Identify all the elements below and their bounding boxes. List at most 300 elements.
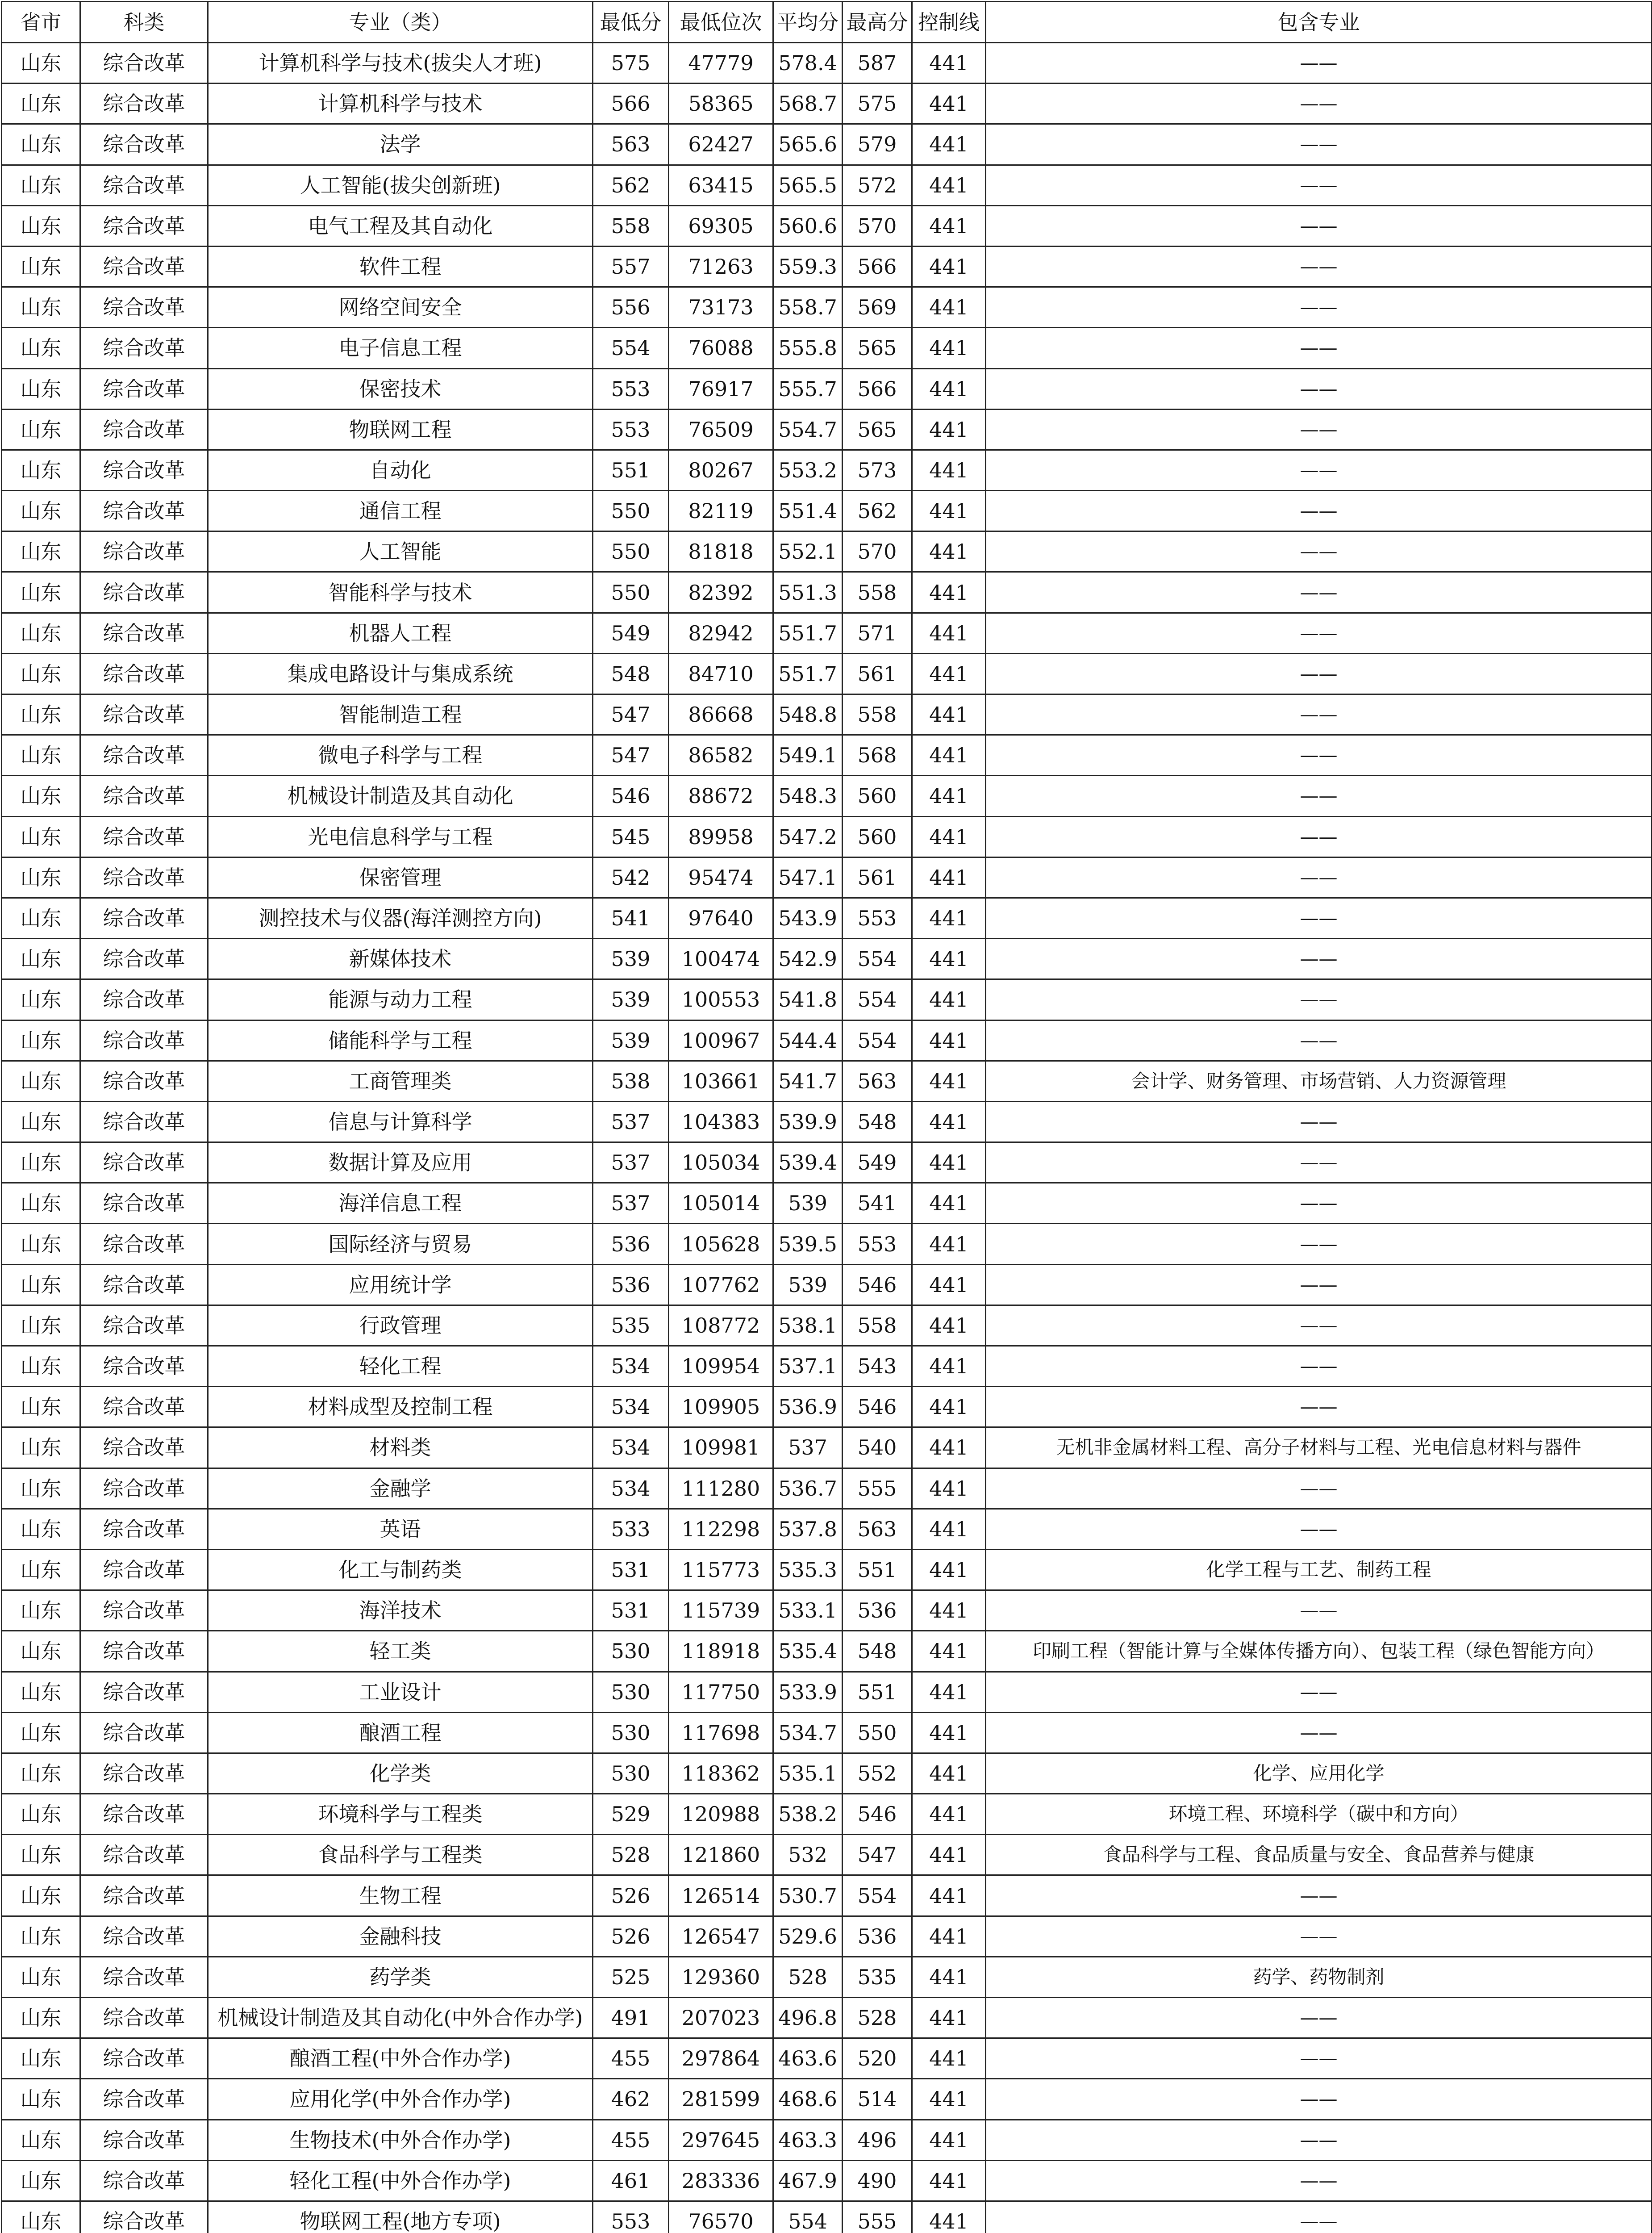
- cell-province: 山东: [2, 1427, 80, 1468]
- table-row: [2, 1509, 1652, 1549]
- cell-included-majors: 食品科学与工程、食品质量与安全、食品营养与健康: [986, 1835, 1652, 1875]
- cell-min-score: 566: [593, 84, 669, 124]
- cell-max-score: 551: [843, 1549, 912, 1590]
- cell-max-score: 536: [843, 1590, 912, 1631]
- cell-max-score: 546: [843, 1794, 912, 1835]
- table-row: [2, 898, 1652, 938]
- cell-included-majors: ——: [986, 939, 1652, 979]
- table-row: [2, 1305, 1652, 1346]
- cell-included-majors: ——: [986, 450, 1652, 490]
- cell-control-line: 441: [912, 1631, 986, 1672]
- cell-max-score: 555: [843, 2201, 912, 2233]
- cell-avg-score: 560.6: [773, 205, 843, 246]
- cell-major: 人工智能(拔尖创新班): [208, 165, 593, 205]
- cell-min-rank: 126547: [669, 1916, 773, 1957]
- cell-included-majors: ——: [986, 165, 1652, 205]
- header-province: 省市: [2, 2, 80, 43]
- table-row: [2, 1387, 1652, 1427]
- header-min-score: 最低分: [593, 2, 669, 43]
- cell-category: 综合改革: [80, 1753, 208, 1794]
- cell-province: 山东: [2, 1672, 80, 1712]
- cell-min-rank: 76088: [669, 328, 773, 368]
- cell-control-line: 441: [912, 572, 986, 613]
- cell-min-rank: 111280: [669, 1468, 773, 1509]
- cell-province: 山东: [2, 857, 80, 898]
- cell-max-score: 554: [843, 1020, 912, 1061]
- cell-control-line: 441: [912, 1835, 986, 1875]
- cell-control-line: 441: [912, 1020, 986, 1061]
- cell-max-score: 547: [843, 1835, 912, 1875]
- cell-min-score: 550: [593, 531, 669, 572]
- cell-avg-score: 539: [773, 1264, 843, 1305]
- cell-avg-score: 538.2: [773, 1794, 843, 1835]
- table-row: [2, 1101, 1652, 1142]
- cell-included-majors: ——: [986, 531, 1652, 572]
- cell-category: 综合改革: [80, 1631, 208, 1672]
- cell-province: 山东: [2, 1916, 80, 1957]
- cell-max-score: 548: [843, 1101, 912, 1142]
- cell-min-rank: 89958: [669, 816, 773, 857]
- cell-province: 山东: [2, 124, 80, 165]
- cell-min-score: 536: [593, 1224, 669, 1264]
- cell-category: 综合改革: [80, 898, 208, 938]
- cell-avg-score: 536.9: [773, 1387, 843, 1427]
- cell-max-score: 546: [843, 1387, 912, 1427]
- cell-min-rank: 84710: [669, 653, 773, 694]
- cell-included-majors: ——: [986, 1672, 1652, 1712]
- cell-included-majors: 化学、应用化学: [986, 1753, 1652, 1794]
- cell-min-score: 534: [593, 1387, 669, 1427]
- cell-min-rank: 120988: [669, 1794, 773, 1835]
- cell-major: 人工智能: [208, 531, 593, 572]
- cell-control-line: 441: [912, 2079, 986, 2120]
- cell-min-score: 530: [593, 1672, 669, 1712]
- cell-included-majors: ——: [986, 287, 1652, 328]
- cell-avg-score: 541.7: [773, 1061, 843, 1101]
- header-max-score: 最高分: [843, 2, 912, 43]
- cell-province: 山东: [2, 1712, 80, 1753]
- cell-min-rank: 81818: [669, 531, 773, 572]
- cell-major: 软件工程: [208, 246, 593, 287]
- cell-avg-score: 559.3: [773, 246, 843, 287]
- cell-included-majors: ——: [986, 1305, 1652, 1346]
- cell-min-score: 491: [593, 1998, 669, 2038]
- cell-min-score: 553: [593, 368, 669, 409]
- cell-max-score: 552: [843, 1753, 912, 1794]
- cell-max-score: 558: [843, 572, 912, 613]
- cell-control-line: 441: [912, 1183, 986, 1224]
- cell-included-majors: 印刷工程（智能计算与全媒体传播方向）、包装工程（绿色智能方向）: [986, 1631, 1652, 1672]
- cell-province: 山东: [2, 409, 80, 450]
- cell-category: 综合改革: [80, 1305, 208, 1346]
- header-category: 科类: [80, 2, 208, 43]
- cell-major: 金融学: [208, 1468, 593, 1509]
- cell-max-score: 571: [843, 613, 912, 653]
- cell-min-rank: 129360: [669, 1957, 773, 1997]
- cell-max-score: 550: [843, 1712, 912, 1753]
- cell-min-rank: 63415: [669, 165, 773, 205]
- cell-min-score: 558: [593, 205, 669, 246]
- cell-major: 材料类: [208, 1427, 593, 1468]
- cell-province: 山东: [2, 1305, 80, 1346]
- cell-min-score: 549: [593, 613, 669, 653]
- cell-category: 综合改革: [80, 531, 208, 572]
- cell-min-score: 528: [593, 1835, 669, 1875]
- cell-control-line: 441: [912, 1957, 986, 1997]
- cell-min-rank: 118918: [669, 1631, 773, 1672]
- cell-province: 山东: [2, 1264, 80, 1305]
- cell-included-majors: ——: [986, 572, 1652, 613]
- cell-min-score: 531: [593, 1590, 669, 1631]
- cell-control-line: 441: [912, 776, 986, 816]
- cell-control-line: 441: [912, 1101, 986, 1142]
- cell-max-score: 570: [843, 531, 912, 572]
- cell-province: 山东: [2, 1020, 80, 1061]
- cell-avg-score: 539.4: [773, 1142, 843, 1183]
- header-included-majors: 包含专业: [986, 2, 1652, 43]
- cell-included-majors: 环境工程、环境科学（碳中和方向）: [986, 1794, 1652, 1835]
- cell-min-score: 556: [593, 287, 669, 328]
- cell-avg-score: 468.6: [773, 2079, 843, 2120]
- cell-control-line: 441: [912, 1468, 986, 1509]
- cell-major: 国际经济与贸易: [208, 1224, 593, 1264]
- cell-avg-score: 539.9: [773, 1101, 843, 1142]
- cell-avg-score: 532: [773, 1835, 843, 1875]
- table-row: [2, 2079, 1652, 2120]
- cell-major: 自动化: [208, 450, 593, 490]
- cell-control-line: 441: [912, 2160, 986, 2201]
- cell-max-score: 566: [843, 246, 912, 287]
- cell-province: 山东: [2, 1835, 80, 1875]
- cell-major: 轻工类: [208, 1631, 593, 1672]
- cell-min-score: 557: [593, 246, 669, 287]
- cell-major: 数据计算及应用: [208, 1142, 593, 1183]
- cell-province: 山东: [2, 205, 80, 246]
- cell-province: 山东: [2, 1957, 80, 1997]
- cell-min-rank: 297864: [669, 2038, 773, 2079]
- cell-province: 山东: [2, 1549, 80, 1590]
- cell-min-rank: 121860: [669, 1835, 773, 1875]
- cell-avg-score: 555.7: [773, 368, 843, 409]
- cell-min-rank: 126514: [669, 1875, 773, 1916]
- cell-included-majors: ——: [986, 816, 1652, 857]
- table-row: [2, 43, 1652, 84]
- cell-included-majors: ——: [986, 1590, 1652, 1631]
- cell-province: 山东: [2, 246, 80, 287]
- cell-major: 化工与制药类: [208, 1549, 593, 1590]
- cell-min-rank: 283336: [669, 2160, 773, 2201]
- cell-avg-score: 554: [773, 2201, 843, 2233]
- cell-avg-score: 551.3: [773, 572, 843, 613]
- cell-max-score: 549: [843, 1142, 912, 1183]
- cell-major: 计算机科学与技术: [208, 84, 593, 124]
- cell-included-majors: ——: [986, 653, 1652, 694]
- cell-included-majors: ——: [986, 1998, 1652, 2038]
- cell-province: 山东: [2, 1061, 80, 1101]
- cell-control-line: 441: [912, 1427, 986, 1468]
- cell-category: 综合改革: [80, 1590, 208, 1631]
- cell-major: 光电信息科学与工程: [208, 816, 593, 857]
- cell-province: 山东: [2, 1794, 80, 1835]
- cell-min-score: 461: [593, 2160, 669, 2201]
- table-row: [2, 84, 1652, 124]
- cell-min-rank: 115739: [669, 1590, 773, 1631]
- cell-major: 集成电路设计与集成系统: [208, 653, 593, 694]
- cell-category: 综合改革: [80, 1061, 208, 1101]
- cell-max-score: 555: [843, 1468, 912, 1509]
- table-row: [2, 287, 1652, 328]
- cell-control-line: 441: [912, 43, 986, 84]
- cell-control-line: 441: [912, 816, 986, 857]
- table-row: [2, 735, 1652, 776]
- cell-min-score: 539: [593, 979, 669, 1020]
- cell-max-score: 563: [843, 1509, 912, 1549]
- cell-province: 山东: [2, 1509, 80, 1549]
- cell-included-majors: 化学工程与工艺、制药工程: [986, 1549, 1652, 1590]
- cell-min-rank: 76509: [669, 409, 773, 450]
- cell-min-score: 553: [593, 2201, 669, 2233]
- cell-min-rank: 100553: [669, 979, 773, 1020]
- cell-min-score: 537: [593, 1101, 669, 1142]
- cell-min-score: 545: [593, 816, 669, 857]
- cell-max-score: 554: [843, 979, 912, 1020]
- cell-max-score: 520: [843, 2038, 912, 2079]
- table-row: [2, 979, 1652, 1020]
- cell-category: 综合改革: [80, 1509, 208, 1549]
- cell-included-majors: ——: [986, 2079, 1652, 2120]
- cell-control-line: 441: [912, 84, 986, 124]
- cell-included-majors: ——: [986, 1264, 1652, 1305]
- cell-category: 综合改革: [80, 572, 208, 613]
- cell-avg-score: 533.9: [773, 1672, 843, 1712]
- table-row: [2, 939, 1652, 979]
- cell-avg-score: 536.7: [773, 1468, 843, 1509]
- cell-min-rank: 115773: [669, 1549, 773, 1590]
- cell-included-majors: 会计学、财务管理、市场营销、人力资源管理: [986, 1061, 1652, 1101]
- cell-control-line: 441: [912, 409, 986, 450]
- cell-major: 食品科学与工程类: [208, 1835, 593, 1875]
- cell-avg-score: 551.7: [773, 613, 843, 653]
- cell-major: 酿酒工程(中外合作办学): [208, 2038, 593, 2079]
- cell-category: 综合改革: [80, 328, 208, 368]
- cell-avg-score: 496.8: [773, 1998, 843, 2038]
- cell-min-rank: 97640: [669, 898, 773, 938]
- cell-min-rank: 62427: [669, 124, 773, 165]
- cell-avg-score: 547.1: [773, 857, 843, 898]
- table-row: [2, 1672, 1652, 1712]
- cell-major: 保密管理: [208, 857, 593, 898]
- cell-control-line: 441: [912, 1672, 986, 1712]
- cell-included-majors: ——: [986, 124, 1652, 165]
- cell-major: 应用化学(中外合作办学): [208, 2079, 593, 2120]
- cell-max-score: 566: [843, 368, 912, 409]
- cell-included-majors: ——: [986, 1712, 1652, 1753]
- cell-province: 山东: [2, 939, 80, 979]
- cell-control-line: 441: [912, 2038, 986, 2079]
- cell-major: 应用统计学: [208, 1264, 593, 1305]
- cell-major: 通信工程: [208, 491, 593, 531]
- cell-major: 金融科技: [208, 1916, 593, 1957]
- cell-included-majors: 无机非金属材料工程、高分子材料与工程、光电信息材料与器件: [986, 1427, 1652, 1468]
- cell-included-majors: ——: [986, 979, 1652, 1020]
- table-row: [2, 572, 1652, 613]
- cell-major: 轻化工程: [208, 1346, 593, 1387]
- cell-max-score: 514: [843, 2079, 912, 2120]
- cell-min-score: 554: [593, 328, 669, 368]
- table-row: [2, 1346, 1652, 1387]
- cell-avg-score: 565.5: [773, 165, 843, 205]
- cell-category: 综合改革: [80, 1387, 208, 1427]
- cell-included-majors: ——: [986, 1387, 1652, 1427]
- cell-control-line: 441: [912, 246, 986, 287]
- cell-max-score: 561: [843, 857, 912, 898]
- cell-province: 山东: [2, 531, 80, 572]
- cell-included-majors: ——: [986, 328, 1652, 368]
- table-row: [2, 1183, 1652, 1224]
- cell-avg-score: 548.3: [773, 776, 843, 816]
- cell-min-rank: 47779: [669, 43, 773, 84]
- cell-major: 工业设计: [208, 1672, 593, 1712]
- cell-control-line: 441: [912, 1509, 986, 1549]
- cell-category: 综合改革: [80, 491, 208, 531]
- cell-min-rank: 109981: [669, 1427, 773, 1468]
- cell-avg-score: 578.4: [773, 43, 843, 84]
- cell-min-score: 542: [593, 857, 669, 898]
- cell-category: 综合改革: [80, 2120, 208, 2160]
- cell-max-score: 490: [843, 2160, 912, 2201]
- cell-min-rank: 105034: [669, 1142, 773, 1183]
- cell-min-score: 526: [593, 1875, 669, 1916]
- cell-control-line: 441: [912, 1061, 986, 1101]
- cell-min-score: 562: [593, 165, 669, 205]
- cell-min-score: 539: [593, 1020, 669, 1061]
- cell-province: 山东: [2, 1387, 80, 1427]
- cell-min-rank: 76917: [669, 368, 773, 409]
- cell-control-line: 441: [912, 1916, 986, 1957]
- table-row: [2, 1061, 1652, 1101]
- cell-min-score: 536: [593, 1264, 669, 1305]
- table-row: [2, 2160, 1652, 2201]
- cell-control-line: 441: [912, 328, 986, 368]
- cell-major: 环境科学与工程类: [208, 1794, 593, 1835]
- table-row: [2, 1590, 1652, 1631]
- cell-min-score: 534: [593, 1468, 669, 1509]
- cell-max-score: 569: [843, 287, 912, 328]
- cell-major: 材料成型及控制工程: [208, 1387, 593, 1427]
- cell-min-rank: 58365: [669, 84, 773, 124]
- cell-category: 综合改革: [80, 1712, 208, 1753]
- cell-min-score: 525: [593, 1957, 669, 1997]
- cell-max-score: 560: [843, 816, 912, 857]
- cell-min-score: 546: [593, 776, 669, 816]
- cell-control-line: 441: [912, 450, 986, 490]
- cell-avg-score: 535.1: [773, 1753, 843, 1794]
- table-row: [2, 450, 1652, 490]
- cell-category: 综合改革: [80, 816, 208, 857]
- cell-included-majors: ——: [986, 1142, 1652, 1183]
- cell-major: 机器人工程: [208, 613, 593, 653]
- cell-included-majors: ——: [986, 2160, 1652, 2201]
- cell-avg-score: 537: [773, 1427, 843, 1468]
- cell-category: 综合改革: [80, 1224, 208, 1264]
- cell-min-score: 535: [593, 1305, 669, 1346]
- cell-major: 法学: [208, 124, 593, 165]
- table-body: [2, 43, 1652, 2233]
- cell-major: 生物工程: [208, 1875, 593, 1916]
- cell-max-score: 560: [843, 776, 912, 816]
- cell-max-score: 540: [843, 1427, 912, 1468]
- cell-included-majors: ——: [986, 2201, 1652, 2233]
- cell-category: 综合改革: [80, 1794, 208, 1835]
- cell-max-score: 496: [843, 2120, 912, 2160]
- cell-category: 综合改革: [80, 84, 208, 124]
- cell-min-score: 575: [593, 43, 669, 84]
- cell-major: 化学类: [208, 1753, 593, 1794]
- cell-major: 网络空间安全: [208, 287, 593, 328]
- table-row: [2, 531, 1652, 572]
- cell-province: 山东: [2, 572, 80, 613]
- cell-min-rank: 207023: [669, 1998, 773, 2038]
- cell-province: 山东: [2, 653, 80, 694]
- table-header-row: [2, 2, 1652, 43]
- cell-avg-score: 535.3: [773, 1549, 843, 1590]
- cell-category: 综合改革: [80, 368, 208, 409]
- cell-min-rank: 71263: [669, 246, 773, 287]
- table-row: [2, 857, 1652, 898]
- cell-avg-score: 533.1: [773, 1590, 843, 1631]
- cell-category: 综合改革: [80, 246, 208, 287]
- cell-province: 山东: [2, 328, 80, 368]
- cell-min-rank: 82942: [669, 613, 773, 653]
- cell-avg-score: 528: [773, 1957, 843, 1997]
- cell-province: 山东: [2, 450, 80, 490]
- cell-province: 山东: [2, 2079, 80, 2120]
- cell-major: 测控技术与仪器(海洋测控方向): [208, 898, 593, 938]
- cell-major: 行政管理: [208, 1305, 593, 1346]
- cell-major: 能源与动力工程: [208, 979, 593, 1020]
- cell-category: 综合改革: [80, 1672, 208, 1712]
- cell-province: 山东: [2, 287, 80, 328]
- cell-category: 综合改革: [80, 1468, 208, 1509]
- cell-category: 综合改革: [80, 1101, 208, 1142]
- table-row: [2, 1224, 1652, 1264]
- cell-category: 综合改革: [80, 776, 208, 816]
- cell-major: 物联网工程(地方专项): [208, 2201, 593, 2233]
- cell-min-score: 538: [593, 1061, 669, 1101]
- cell-control-line: 441: [912, 694, 986, 735]
- cell-control-line: 441: [912, 491, 986, 531]
- cell-category: 综合改革: [80, 124, 208, 165]
- cell-included-majors: ——: [986, 409, 1652, 450]
- cell-max-score: 575: [843, 84, 912, 124]
- cell-major: 电气工程及其自动化: [208, 205, 593, 246]
- cell-max-score: 568: [843, 735, 912, 776]
- cell-province: 山东: [2, 816, 80, 857]
- cell-included-majors: ——: [986, 1916, 1652, 1957]
- cell-major: 药学类: [208, 1957, 593, 1997]
- cell-included-majors: ——: [986, 84, 1652, 124]
- cell-avg-score: 548.8: [773, 694, 843, 735]
- cell-province: 山东: [2, 491, 80, 531]
- admission-score-table: [1, 1, 1652, 2233]
- cell-control-line: 441: [912, 2120, 986, 2160]
- cell-control-line: 441: [912, 1305, 986, 1346]
- table-row: [2, 205, 1652, 246]
- cell-province: 山东: [2, 1875, 80, 1916]
- cell-min-score: 534: [593, 1346, 669, 1387]
- table-row: [2, 1875, 1652, 1916]
- cell-min-rank: 104383: [669, 1101, 773, 1142]
